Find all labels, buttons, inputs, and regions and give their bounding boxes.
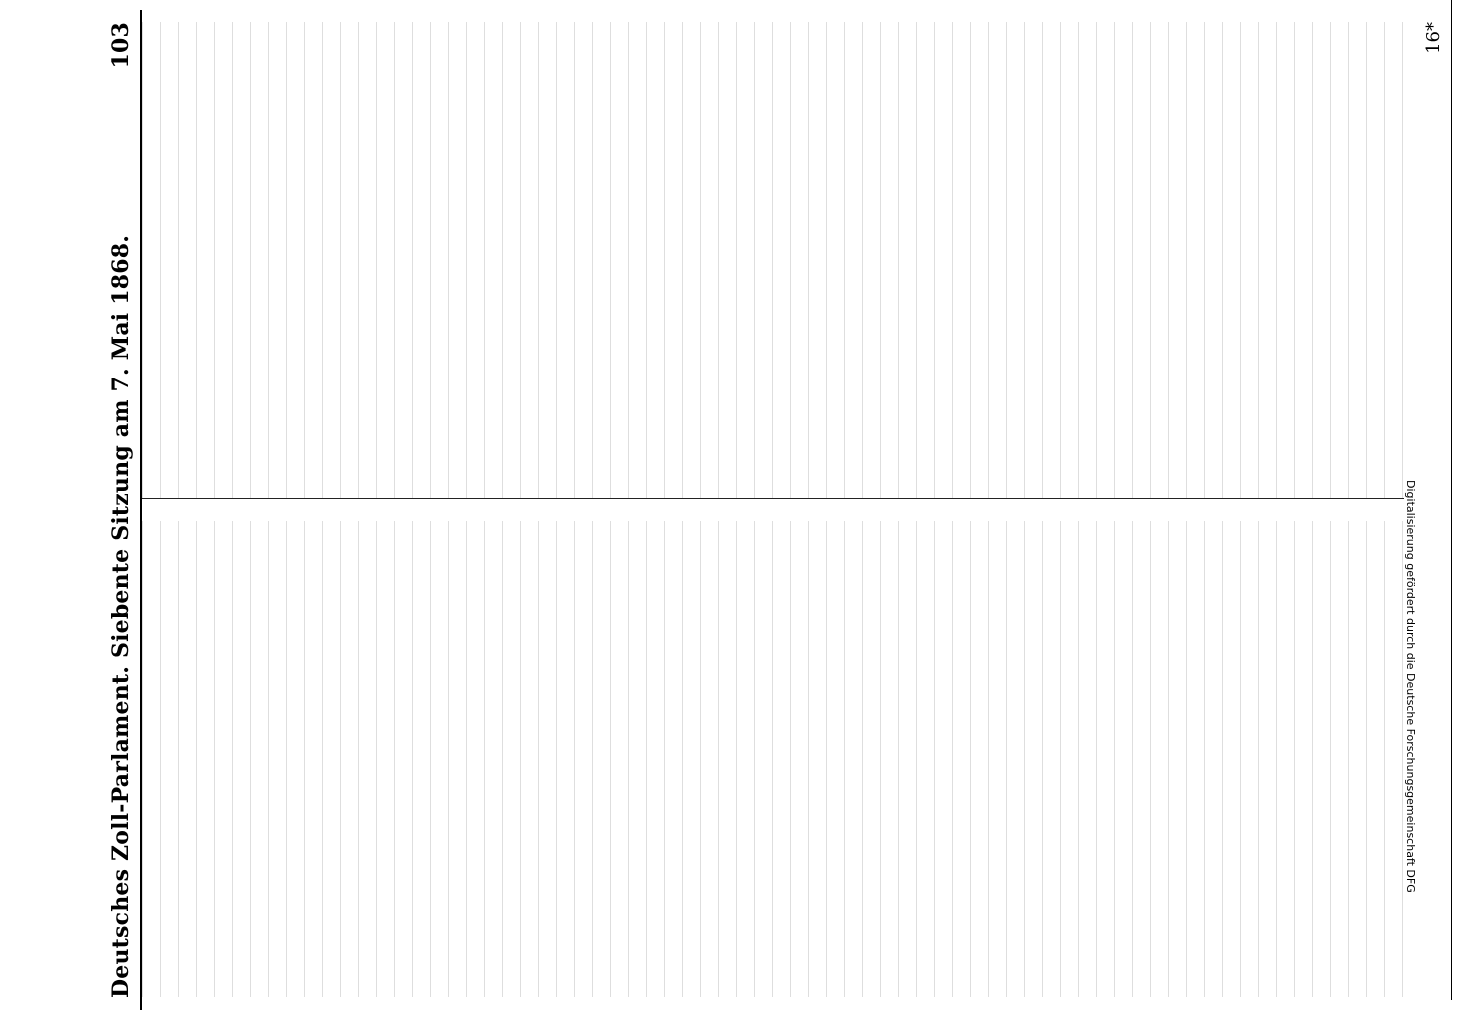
text-columns — [142, 10, 1404, 1010]
unreadable-text-area — [142, 22, 1404, 498]
column-left — [142, 521, 1404, 998]
page-header — [80, 10, 142, 1010]
page-footer — [1416, 22, 1450, 998]
dfg-notice-text: Digitalisierung gefördert durch die Deutsche Forschungsgemeinschaft DFG — [1404, 480, 1418, 893]
page-sheet — [80, 10, 1460, 1010]
unreadable-text-area — [142, 521, 1404, 997]
column-right — [142, 22, 1404, 499]
page-number: 103 — [108, 22, 134, 69]
page-title: Deutsches Zoll-Parlament. Siebente Sitzung am 7. Mai 1868. — [108, 234, 134, 998]
signature-mark: 16* — [1422, 22, 1444, 54]
